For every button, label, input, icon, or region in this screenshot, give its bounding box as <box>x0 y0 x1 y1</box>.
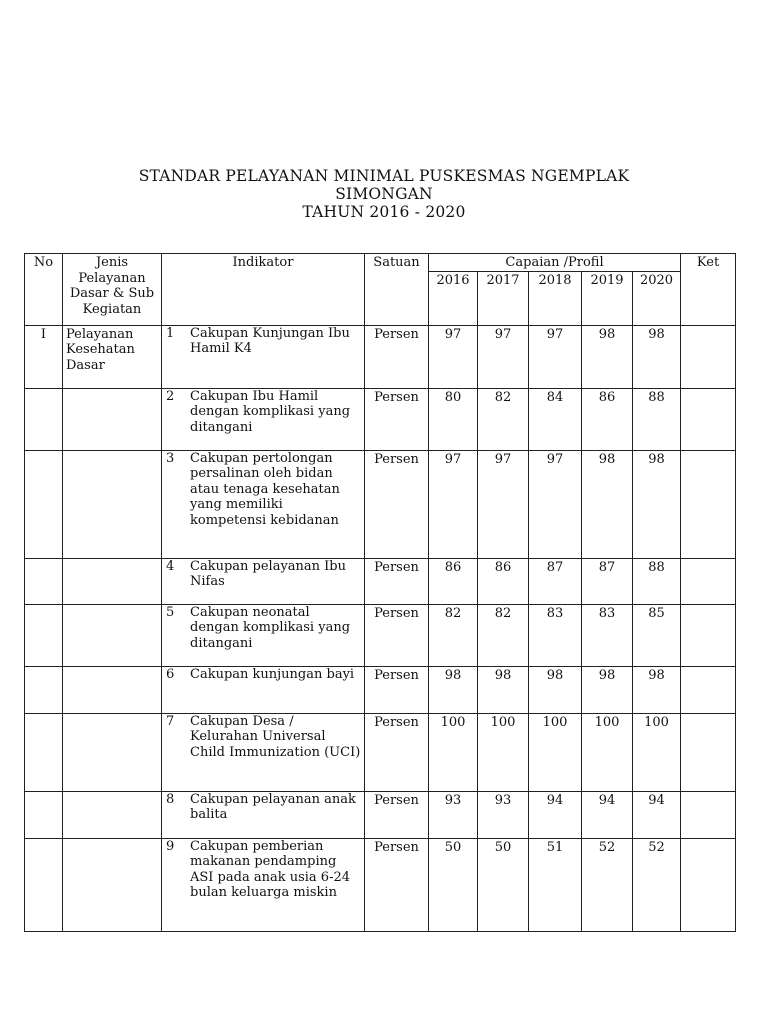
row-jenis <box>63 713 162 791</box>
row-satuan: Persen <box>365 450 429 558</box>
document-title <box>0 167 768 221</box>
row-no <box>25 713 63 791</box>
row-value-2016: 97 <box>429 450 478 558</box>
spm-table <box>24 253 736 932</box>
row-value-2019: 83 <box>582 604 633 666</box>
row-ket <box>681 325 736 388</box>
row-indikator <box>162 713 365 791</box>
row-ket <box>681 713 736 791</box>
row-no <box>25 450 63 558</box>
row-value-2018: 83 <box>529 604 582 666</box>
header-year: 2019 <box>582 271 633 325</box>
row-value-2019: 100 <box>582 713 633 791</box>
row-value-2020: 88 <box>633 558 681 604</box>
row-value-2016: 97 <box>429 325 478 388</box>
row-value-2019: 52 <box>582 838 633 931</box>
table-row <box>25 791 736 838</box>
indikator-text: Cakupan pemberian makanan pendamping ASI pada anak usia 6-24 bulan keluarga miskin <box>190 838 351 900</box>
indikator-number: 6 <box>166 666 175 682</box>
row-satuan: Persen <box>365 791 429 838</box>
header-year: 2016 <box>429 271 478 325</box>
indikator-text: Cakupan kunjungan bayi <box>190 666 355 682</box>
row-no: I <box>25 325 63 388</box>
table-row <box>25 450 736 558</box>
header-jenis: Jenis Pelayanan Dasar & Sub Kegiatan <box>63 254 162 326</box>
table-row <box>25 388 736 450</box>
row-value-2017: 97 <box>478 325 529 388</box>
row-value-2018: 87 <box>529 558 582 604</box>
indikator-number: 4 <box>166 558 175 574</box>
table-row <box>25 713 736 791</box>
title-line-1: STANDAR PELAYANAN MINIMAL PUSKESMAS NGEMPLAK <box>138 167 630 185</box>
header-year: 2020 <box>633 271 681 325</box>
row-satuan: Persen <box>365 838 429 931</box>
indikator-text: Cakupan Desa / Kelurahan Universal Child Immunization (UCI) <box>190 713 361 760</box>
header-year: 2018 <box>529 271 582 325</box>
row-jenis <box>63 450 162 558</box>
row-value-2019: 86 <box>582 388 633 450</box>
row-value-2017: 97 <box>478 450 529 558</box>
row-indikator <box>162 558 365 604</box>
indikator-text: Cakupan neonatal dengan komplikasi yang ditangani <box>190 604 351 651</box>
row-value-2020: 88 <box>633 388 681 450</box>
row-ket <box>681 838 736 931</box>
row-satuan: Persen <box>365 388 429 450</box>
table-row <box>25 604 736 666</box>
row-value-2017: 98 <box>478 666 529 713</box>
indikator-number: 8 <box>166 791 175 807</box>
row-value-2019: 98 <box>582 450 633 558</box>
row-value-2016: 50 <box>429 838 478 931</box>
row-no <box>25 558 63 604</box>
row-indikator <box>162 604 365 666</box>
indikator-number: 2 <box>166 388 175 404</box>
row-ket <box>681 791 736 838</box>
header-capaian: Capaian /Profil <box>429 254 681 272</box>
header-ket: Ket <box>681 254 736 326</box>
row-value-2016: 93 <box>429 791 478 838</box>
row-jenis <box>63 791 162 838</box>
row-value-2016: 98 <box>429 666 478 713</box>
row-value-2020: 98 <box>633 450 681 558</box>
row-value-2018: 100 <box>529 713 582 791</box>
row-value-2018: 97 <box>529 450 582 558</box>
row-value-2018: 97 <box>529 325 582 388</box>
row-value-2020: 94 <box>633 791 681 838</box>
row-jenis <box>63 666 162 713</box>
row-ket <box>681 388 736 450</box>
row-value-2019: 98 <box>582 666 633 713</box>
row-value-2020: 98 <box>633 325 681 388</box>
row-no <box>25 838 63 931</box>
row-value-2017: 50 <box>478 838 529 931</box>
row-value-2020: 52 <box>633 838 681 931</box>
row-value-2020: 85 <box>633 604 681 666</box>
indikator-number: 1 <box>166 325 175 341</box>
header-no: No <box>25 254 63 326</box>
row-no <box>25 604 63 666</box>
title-line-2: SIMONGAN <box>335 185 433 203</box>
row-satuan: Persen <box>365 713 429 791</box>
row-ket <box>681 558 736 604</box>
row-no <box>25 666 63 713</box>
row-ket <box>681 604 736 666</box>
indikator-text: Cakupan Kunjungan Ibu Hamil K4 <box>190 325 350 356</box>
row-value-2017: 93 <box>478 791 529 838</box>
row-indikator <box>162 325 365 388</box>
indikator-number: 3 <box>166 450 175 466</box>
row-value-2019: 87 <box>582 558 633 604</box>
row-no <box>25 791 63 838</box>
row-indikator <box>162 450 365 558</box>
row-value-2018: 98 <box>529 666 582 713</box>
row-satuan: Persen <box>365 325 429 388</box>
row-no <box>25 388 63 450</box>
row-jenis <box>63 558 162 604</box>
indikator-number: 9 <box>166 838 175 854</box>
table-row <box>25 666 736 713</box>
row-value-2016: 80 <box>429 388 478 450</box>
row-jenis: Pelayanan Kesehatan Dasar <box>63 325 162 388</box>
row-satuan: Persen <box>365 666 429 713</box>
row-value-2018: 94 <box>529 791 582 838</box>
header-row <box>25 254 736 272</box>
row-indikator <box>162 388 365 450</box>
table-row <box>25 558 736 604</box>
row-value-2019: 94 <box>582 791 633 838</box>
indikator-number: 7 <box>166 713 175 729</box>
row-indikator <box>162 791 365 838</box>
indikator-text: Cakupan pertolongan persalinan oleh bidan atau tenaga kesehatan yang memiliki kompetensi kebidanan <box>190 450 340 528</box>
row-indikator <box>162 838 365 931</box>
row-satuan: Persen <box>365 558 429 604</box>
row-jenis <box>63 604 162 666</box>
row-value-2017: 86 <box>478 558 529 604</box>
row-jenis <box>63 838 162 931</box>
row-value-2018: 51 <box>529 838 582 931</box>
row-value-2017: 82 <box>478 388 529 450</box>
row-value-2020: 98 <box>633 666 681 713</box>
header-year: 2017 <box>478 271 529 325</box>
title-line-3: TAHUN 2016 - 2020 <box>302 203 466 221</box>
table-row <box>25 838 736 931</box>
row-ket <box>681 666 736 713</box>
row-value-2017: 100 <box>478 713 529 791</box>
row-indikator <box>162 666 365 713</box>
row-ket <box>681 450 736 558</box>
table-row <box>25 325 736 388</box>
row-value-2018: 84 <box>529 388 582 450</box>
row-value-2017: 82 <box>478 604 529 666</box>
indikator-number: 5 <box>166 604 175 620</box>
row-value-2020: 100 <box>633 713 681 791</box>
row-value-2019: 98 <box>582 325 633 388</box>
row-value-2016: 100 <box>429 713 478 791</box>
header-indikator: Indikator <box>162 254 365 326</box>
row-jenis <box>63 388 162 450</box>
indikator-text: Cakupan pelayanan anak balita <box>190 791 356 822</box>
header-satuan: Satuan <box>365 254 429 326</box>
row-value-2016: 82 <box>429 604 478 666</box>
row-satuan: Persen <box>365 604 429 666</box>
indikator-text: Cakupan Ibu Hamil dengan komplikasi yang ditangani <box>190 388 351 435</box>
row-value-2016: 86 <box>429 558 478 604</box>
indikator-text: Cakupan pelayanan Ibu Nifas <box>190 558 346 589</box>
